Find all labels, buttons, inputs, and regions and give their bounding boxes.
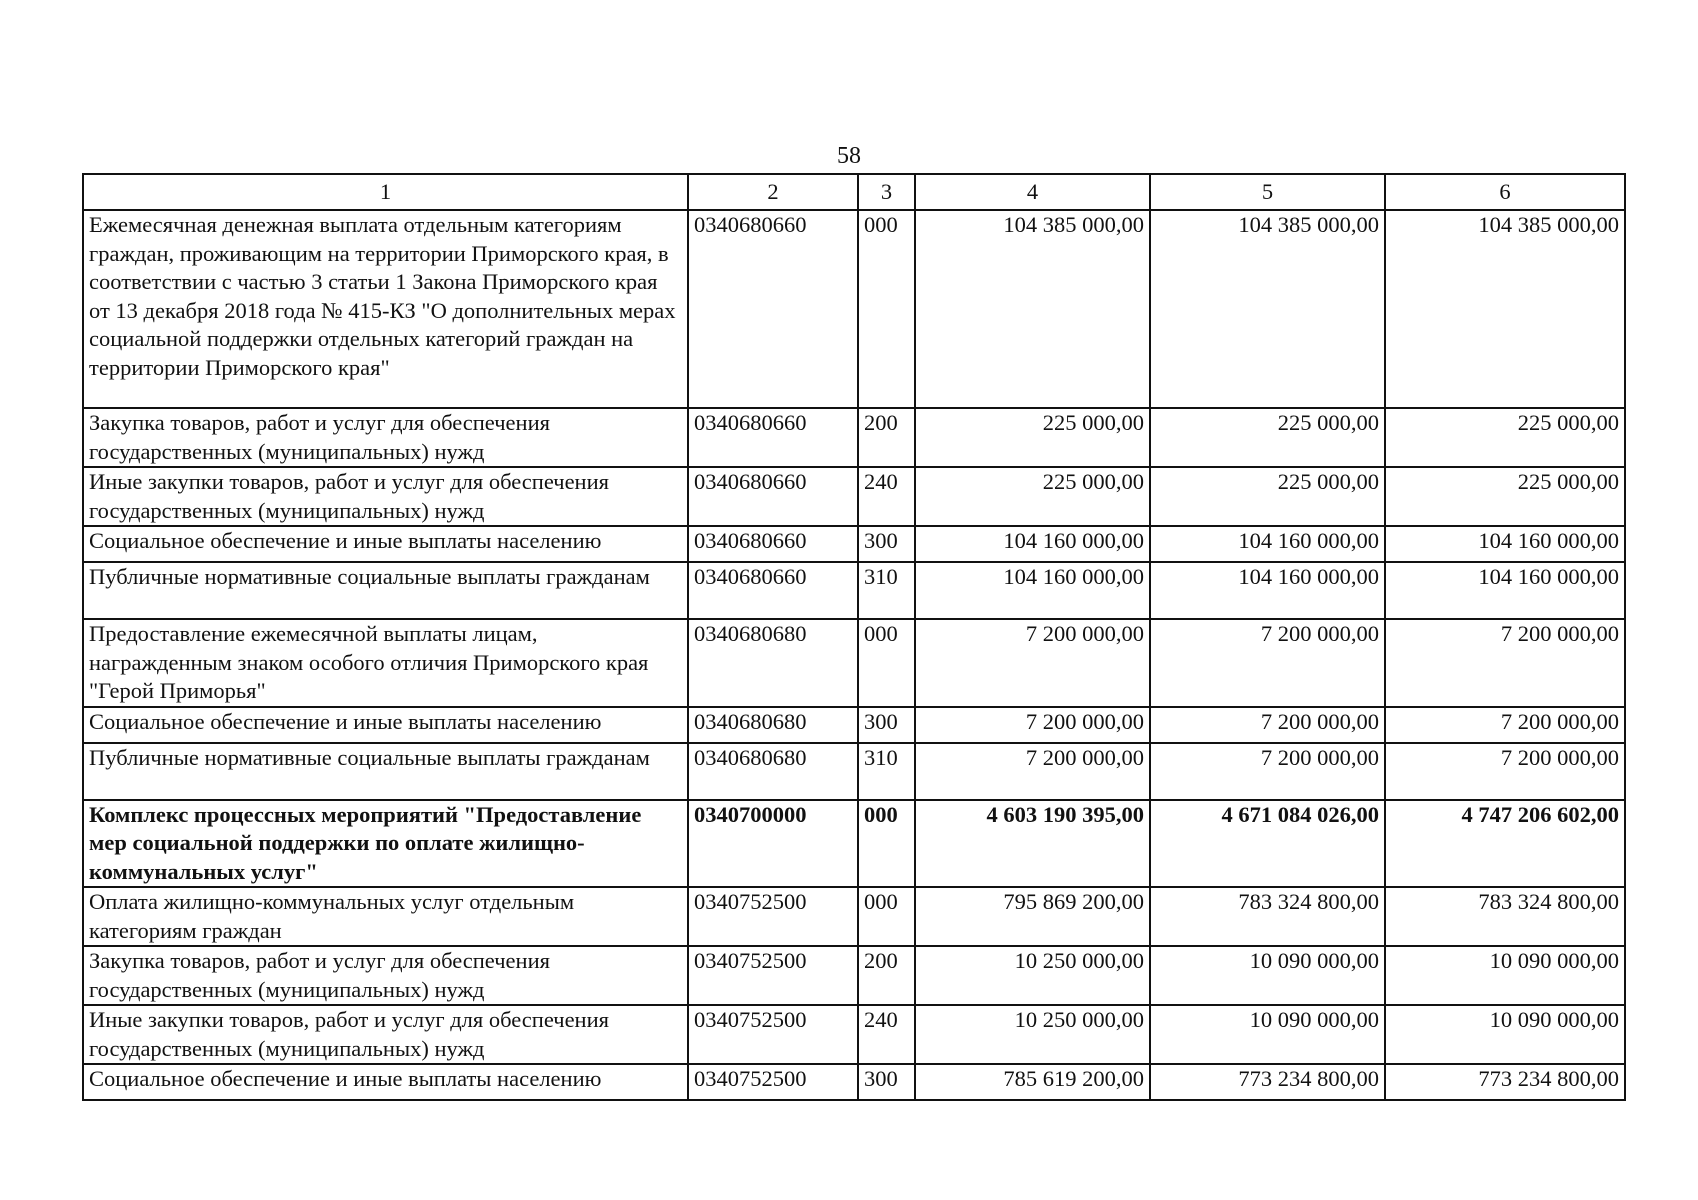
row-code: 0340680660 xyxy=(688,467,858,526)
row-amount-col6: 783 324 800,00 xyxy=(1385,887,1625,946)
row-code: 0340680660 xyxy=(688,408,858,467)
row-amount-col5: 104 160 000,00 xyxy=(1150,526,1385,562)
row-amount-col6: 104 385 000,00 xyxy=(1385,210,1625,408)
header-col-1: 1 xyxy=(83,174,688,210)
row-expense-type: 240 xyxy=(858,1005,915,1064)
row-code: 0340700000 xyxy=(688,800,858,888)
header-col-2: 2 xyxy=(688,174,858,210)
row-amount-col6: 225 000,00 xyxy=(1385,467,1625,526)
row-expense-type: 000 xyxy=(858,619,915,707)
table-row-section-total xyxy=(83,800,1625,888)
table-row xyxy=(83,946,1625,1005)
row-amount-col5: 7 200 000,00 xyxy=(1150,707,1385,743)
row-expense-type: 300 xyxy=(858,1064,915,1100)
row-amount-col6: 7 200 000,00 xyxy=(1385,743,1625,800)
row-expense-type: 200 xyxy=(858,946,915,1005)
row-amount-col5: 104 160 000,00 xyxy=(1150,562,1385,619)
row-expense-type: 000 xyxy=(858,210,915,408)
row-name: Предоставление ежемесячной выплаты лицам, награжденным знаком особого отличия Приморского края "Герой Приморья" xyxy=(83,619,688,707)
row-amount-col6: 773 234 800,00 xyxy=(1385,1064,1625,1100)
row-name: Оплата жилищно-коммунальных услуг отдельным категориям граждан xyxy=(83,887,688,946)
row-amount-col4: 225 000,00 xyxy=(915,467,1150,526)
row-amount-col6: 225 000,00 xyxy=(1385,408,1625,467)
row-name: Комплекс процессных мероприятий "Предоставление мер социальной поддержки по оплате жилищно-коммунальных услуг" xyxy=(83,800,688,888)
row-amount-col6: 7 200 000,00 xyxy=(1385,707,1625,743)
row-amount-col5: 10 090 000,00 xyxy=(1150,1005,1385,1064)
row-amount-col6: 10 090 000,00 xyxy=(1385,1005,1625,1064)
header-col-6: 6 xyxy=(1385,174,1625,210)
row-amount-col6: 7 200 000,00 xyxy=(1385,619,1625,707)
header-col-3: 3 xyxy=(858,174,915,210)
row-name: Закупка товаров, работ и услуг для обеспечения государственных (муниципальных) нужд xyxy=(83,946,688,1005)
row-expense-type: 000 xyxy=(858,887,915,946)
row-amount-col4: 225 000,00 xyxy=(915,408,1150,467)
row-code: 0340680660 xyxy=(688,562,858,619)
row-code: 0340680660 xyxy=(688,210,858,408)
row-code: 0340752500 xyxy=(688,1005,858,1064)
table-row xyxy=(83,707,1625,743)
budget-table xyxy=(82,173,1626,1101)
table-header-row xyxy=(83,174,1625,210)
row-amount-col5: 225 000,00 xyxy=(1150,408,1385,467)
row-name: Ежемесячная денежная выплата отдельным категориям граждан, проживающим на территории Приморского края, в соответствии с частью 3 статьи 1 Закона Приморского края от 13 декабря 2018 года № 415-КЗ "О дополнительных мерах социальной поддержки отдельных категорий граждан на территории Приморского края" xyxy=(83,210,688,408)
table-row xyxy=(83,526,1625,562)
row-expense-type: 300 xyxy=(858,707,915,743)
row-amount-col6: 104 160 000,00 xyxy=(1385,562,1625,619)
row-amount-col4: 104 160 000,00 xyxy=(915,526,1150,562)
row-amount-col5: 783 324 800,00 xyxy=(1150,887,1385,946)
table-row xyxy=(83,467,1625,526)
row-amount-col4: 104 385 000,00 xyxy=(915,210,1150,408)
header-col-5: 5 xyxy=(1150,174,1385,210)
row-amount-col6: 4 747 206 602,00 xyxy=(1385,800,1625,888)
row-amount-col5: 10 090 000,00 xyxy=(1150,946,1385,1005)
row-expense-type: 310 xyxy=(858,743,915,800)
header-col-4: 4 xyxy=(915,174,1150,210)
row-code: 0340752500 xyxy=(688,1064,858,1100)
table-row xyxy=(83,562,1625,619)
table-row xyxy=(83,743,1625,800)
row-name: Иные закупки товаров, работ и услуг для обеспечения государственных (муниципальных) нужд xyxy=(83,1005,688,1064)
row-amount-col4: 795 869 200,00 xyxy=(915,887,1150,946)
row-amount-col5: 225 000,00 xyxy=(1150,467,1385,526)
row-amount-col5: 104 385 000,00 xyxy=(1150,210,1385,408)
row-amount-col4: 785 619 200,00 xyxy=(915,1064,1150,1100)
table-row xyxy=(83,887,1625,946)
row-expense-type: 000 xyxy=(858,800,915,888)
row-name: Социальное обеспечение и иные выплаты населению xyxy=(83,707,688,743)
row-name: Закупка товаров, работ и услуг для обеспечения государственных (муниципальных) нужд xyxy=(83,408,688,467)
table-row xyxy=(83,210,1625,408)
row-expense-type: 240 xyxy=(858,467,915,526)
row-amount-col5: 773 234 800,00 xyxy=(1150,1064,1385,1100)
row-code: 0340680680 xyxy=(688,619,858,707)
table-row xyxy=(83,408,1625,467)
row-amount-col4: 10 250 000,00 xyxy=(915,1005,1150,1064)
table-row xyxy=(83,1005,1625,1064)
row-name: Социальное обеспечение и иные выплаты населению xyxy=(83,1064,688,1100)
page-number: 58 xyxy=(837,143,861,169)
row-name: Публичные нормативные социальные выплаты гражданам xyxy=(83,743,688,800)
row-expense-type: 310 xyxy=(858,562,915,619)
row-code: 0340680680 xyxy=(688,707,858,743)
table-row xyxy=(83,1064,1625,1100)
row-amount-col4: 7 200 000,00 xyxy=(915,743,1150,800)
table-row xyxy=(83,619,1625,707)
row-amount-col4: 7 200 000,00 xyxy=(915,619,1150,707)
row-amount-col6: 104 160 000,00 xyxy=(1385,526,1625,562)
row-code: 0340752500 xyxy=(688,887,858,946)
row-amount-col4: 7 200 000,00 xyxy=(915,707,1150,743)
row-amount-col4: 104 160 000,00 xyxy=(915,562,1150,619)
row-amount-col5: 7 200 000,00 xyxy=(1150,743,1385,800)
row-code: 0340680660 xyxy=(688,526,858,562)
row-amount-col5: 7 200 000,00 xyxy=(1150,619,1385,707)
row-expense-type: 200 xyxy=(858,408,915,467)
row-code: 0340680680 xyxy=(688,743,858,800)
row-amount-col5: 4 671 084 026,00 xyxy=(1150,800,1385,888)
row-name: Социальное обеспечение и иные выплаты населению xyxy=(83,526,688,562)
row-name: Публичные нормативные социальные выплаты гражданам xyxy=(83,562,688,619)
row-amount-col4: 10 250 000,00 xyxy=(915,946,1150,1005)
row-amount-col6: 10 090 000,00 xyxy=(1385,946,1625,1005)
row-name: Иные закупки товаров, работ и услуг для обеспечения государственных (муниципальных) нужд xyxy=(83,467,688,526)
row-amount-col4: 4 603 190 395,00 xyxy=(915,800,1150,888)
row-expense-type: 300 xyxy=(858,526,915,562)
row-code: 0340752500 xyxy=(688,946,858,1005)
